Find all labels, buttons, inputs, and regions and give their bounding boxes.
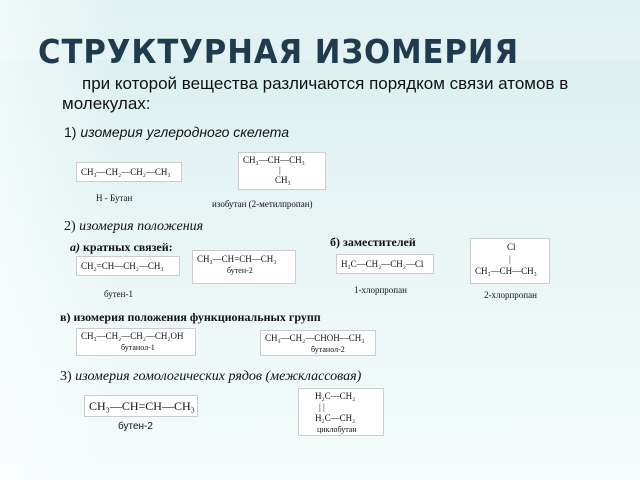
chloropropane-substituent: Cl: [507, 242, 516, 252]
caption-butanol-2: бутанол-2: [311, 345, 345, 354]
subsection-b-heading: б) заместителей: [330, 235, 416, 249]
butene-2-formula-text: CH₃—CH=CH—CH₃: [197, 254, 277, 264]
section-1-label: изомерия углеродного скелета: [80, 124, 289, 140]
formula-butanol-2: [260, 330, 376, 356]
cyclobutane-bottom: H₂C—CH₂: [315, 413, 356, 423]
subsection-a-heading: [70, 240, 173, 255]
formula-1-chloropropane: H₃C—CH₂—CH₂—Cl: [336, 254, 434, 274]
intro-label: при которой вещества различаются порядком связи атомов в молекулах:: [62, 74, 569, 113]
page-title: СТРУКТУРНАЯ ИЗОМЕРИЯ: [38, 32, 520, 71]
formula-butene-2: [192, 250, 296, 284]
subsection-a-label: кратных связей:: [83, 240, 173, 254]
section-3-heading: [60, 369, 361, 385]
caption-butene-2-class: бутен-2: [118, 421, 153, 432]
formula-butene-1: CH₂=CH—CH₂—CH₃: [76, 256, 180, 276]
cyclobutane-top: H₂C—CH₂: [315, 391, 356, 401]
caption-cyclobutane: циклобутан: [317, 425, 357, 434]
caption-butene-1: бутен-1: [104, 289, 133, 299]
formula-2-chloropropane: [470, 238, 550, 284]
caption-butanol-1: бутанол-1: [121, 343, 155, 352]
caption-butene-2: бутен-2: [227, 266, 253, 275]
caption-2-chloropropane: 2-хлорпропан: [484, 290, 537, 300]
caption-isobutane: изобутан (2-метилпропан): [212, 199, 313, 209]
subsection-v-heading: в) изомерия положения функциональных групп: [60, 310, 321, 324]
cyclobutane-bonds: | |: [319, 402, 325, 412]
chloropropane-chain: CH₃—CH—CH₃: [475, 266, 537, 276]
isobutane-bond: |: [279, 165, 281, 175]
section-2-label: изомерия положения: [79, 219, 204, 234]
section-2-heading: [64, 219, 203, 235]
butanol-2-formula-text: CH₃—CH₂—CHOH—CH₃: [265, 333, 365, 343]
section-1-number: 1): [64, 124, 77, 140]
formula-butene-2-class: CH₃—CH=CH—CH₃: [84, 395, 198, 417]
section-2-number: 2): [64, 219, 76, 234]
isobutane-chain: CH₃—CH—CH₃: [243, 155, 305, 165]
section-1-heading: [64, 124, 289, 140]
formula-isobutane: [238, 152, 326, 190]
caption-1-chloropropane: 1-хлорпропан: [354, 285, 407, 295]
intro-text: [62, 74, 582, 114]
butanol-1-formula-text: CH₃—CH₂—CH₂—CH₂OH: [81, 331, 184, 341]
caption-n-butane: Н - Бутан: [96, 193, 133, 203]
section-3-label: изомерия гомологических рядов (межклассовая): [75, 369, 362, 384]
isobutane-branch: CH₃: [275, 175, 291, 185]
section-3-number: 3): [60, 369, 72, 384]
formula-butanol-1: [76, 328, 196, 356]
formula-cyclobutane: [298, 388, 384, 436]
formula-n-butane: CH₃—CH₂—CH₂—CH₃: [76, 162, 182, 182]
chloropropane-bond: |: [509, 254, 511, 264]
subsection-a-number: а): [70, 240, 80, 254]
